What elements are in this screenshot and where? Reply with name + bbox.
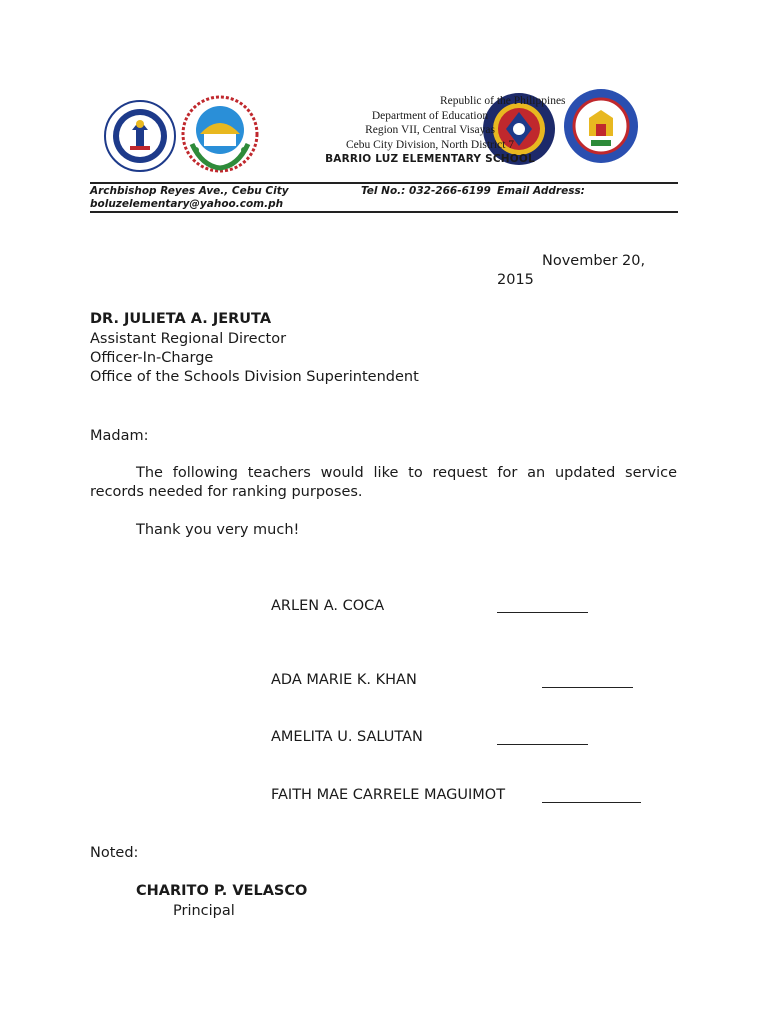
principal-name: CHARITO P. VELASCO — [136, 883, 308, 899]
salutation: Madam: — [90, 428, 149, 444]
division-line: Cebu City Division, North District 7 — [345, 138, 515, 151]
teacher-name: ARLEN A. COCA — [271, 598, 385, 614]
signature-line — [542, 687, 633, 688]
bottom-rule — [90, 211, 678, 213]
teacher-name: AMELITA U. SALUTAN — [271, 729, 423, 745]
letterhead-text-block — [280, 94, 580, 167]
department-line: Department of Education — [371, 109, 489, 122]
telephone-text: Tel No.: 032-266-6199 — [361, 185, 491, 197]
signature-line — [497, 744, 588, 745]
address-text: Archbishop Reyes Ave., Cebu City — [90, 185, 289, 197]
recipient-title-1: Assistant Regional Director — [90, 331, 287, 347]
signature-line — [542, 802, 641, 803]
thank-you-line: Thank you very much! — [136, 522, 300, 538]
republic-line: Republic of the Philippines — [440, 95, 566, 107]
principal-title: Principal — [173, 903, 235, 919]
date-line-2: 2015 — [497, 272, 534, 288]
recipient-title-3: Office of the Schools Division Superintendent — [90, 369, 419, 385]
teacher-name: FAITH MAE CARRELE MAGUIMOT — [271, 787, 506, 803]
body-paragraph: The following teachers would like to request for an updated service records needed for ranking purposes. — [90, 465, 677, 500]
noted-label: Noted: — [90, 845, 139, 861]
email-address: boluzelementary@yahoo.com.ph — [90, 198, 284, 210]
region-seal — [180, 94, 260, 174]
recipient-title-2: Officer-In-Charge — [90, 350, 214, 366]
school-name: BARRIO LUZ ELEMENTARY SCHOOL — [325, 153, 535, 165]
email-label: Email Address: — [497, 185, 585, 197]
date-line-1: November 20, — [542, 253, 646, 269]
signature-line — [497, 612, 588, 613]
region-line: Region VII, Central Visayas — [365, 124, 495, 136]
deped-seal — [104, 100, 176, 172]
top-rule — [90, 182, 678, 184]
teacher-name: ADA MARIE K. KHAN — [271, 672, 417, 688]
recipient-name: DR. JULIETA A. JERUTA — [90, 311, 272, 327]
